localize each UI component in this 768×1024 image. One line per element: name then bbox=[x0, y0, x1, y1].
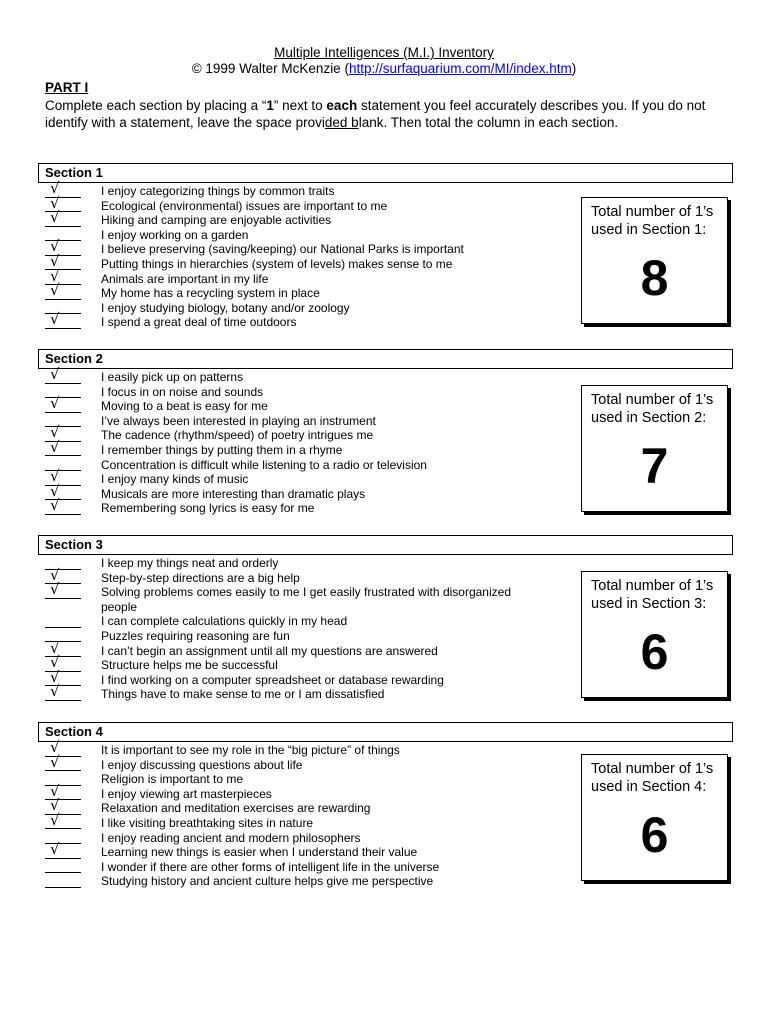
statement-text: Learning new things is easier when I understand their value bbox=[101, 845, 418, 860]
statement-row bbox=[38, 281, 578, 301]
statement-row bbox=[38, 682, 578, 702]
statement-text: I enjoy studying biology, botany and/or zoology bbox=[101, 300, 350, 315]
part-heading: PART I bbox=[45, 80, 89, 95]
checkmark-icon: √ bbox=[50, 810, 60, 829]
checkmark-icon: √ bbox=[50, 208, 60, 227]
statement-list bbox=[38, 365, 578, 516]
statement-row bbox=[38, 467, 578, 487]
section-1 bbox=[38, 163, 733, 330]
section-title: Section 2 bbox=[38, 349, 733, 369]
checkmark-icon: √ bbox=[50, 467, 60, 486]
statement-row bbox=[38, 580, 578, 614]
statement-text: Studying history and ancient culture helps give me perspective bbox=[101, 874, 434, 889]
section-title: Section 1 bbox=[38, 163, 733, 183]
statement-text: Putting things in hierarchies (system of levels) makes sense to me bbox=[101, 256, 453, 271]
statement-text: Moving to a beat is easy for me bbox=[101, 399, 268, 414]
statement-text: Puzzles requiring reasoning are fun bbox=[101, 628, 290, 643]
checkmark-icon: √ bbox=[50, 565, 60, 584]
section-total-box bbox=[581, 385, 728, 512]
statement-text: I easily pick up on patterns bbox=[101, 370, 244, 384]
statement-row bbox=[38, 208, 578, 228]
answer-blank[interactable] bbox=[45, 874, 81, 888]
source-link[interactable]: http://surfaquarium.com/MI/index.htm bbox=[348, 61, 572, 76]
statement-row bbox=[38, 565, 578, 586]
statement-row bbox=[38, 831, 578, 846]
statement-row bbox=[38, 266, 578, 287]
checkmark-icon: √ bbox=[50, 394, 60, 413]
statement-text: I find working on a computer spreadsheet or database rewarding bbox=[101, 672, 444, 687]
total-number: 6 bbox=[640, 807, 669, 863]
statement-row bbox=[38, 840, 578, 860]
checkmark-icon: √ bbox=[50, 251, 60, 270]
statement-row bbox=[38, 423, 578, 443]
statement-row bbox=[38, 653, 578, 673]
total-label: Total number of 1’s used in Section 1: bbox=[591, 204, 714, 238]
statement-row bbox=[38, 810, 578, 831]
statement-text: I’ve always been interested in playing an instrument bbox=[101, 413, 376, 428]
statement-text: Structure helps me be successful bbox=[101, 658, 278, 673]
statement-row bbox=[38, 667, 578, 688]
statement-row bbox=[38, 394, 578, 414]
checkmark-icon: √ bbox=[50, 266, 60, 285]
section-2 bbox=[38, 349, 733, 516]
statement-text: Animals are important in my life bbox=[101, 271, 269, 286]
statement-row bbox=[38, 179, 578, 199]
statement-text: The cadence (rhythm/speed) of poetry intrigues me bbox=[101, 428, 374, 443]
checkmark-icon: √ bbox=[50, 840, 60, 859]
statement-text: I remember things by putting them in a rhyme bbox=[101, 442, 343, 457]
total-label: Total number of 1’s used in Section 4: bbox=[591, 761, 714, 795]
statement-list bbox=[38, 556, 578, 702]
statement-row bbox=[38, 860, 578, 875]
statement-list bbox=[38, 738, 578, 889]
statement-row bbox=[38, 496, 578, 516]
statement-row bbox=[38, 251, 578, 272]
statement-text: Things have to make sense to me or I am dissatisfied bbox=[101, 687, 385, 702]
statement-text: I enjoy working on a garden bbox=[101, 227, 249, 242]
checkmark-icon: √ bbox=[50, 310, 60, 329]
statement-text: Musicals are more interesting than dramatic plays bbox=[101, 486, 366, 501]
checkmark-icon: √ bbox=[50, 193, 60, 212]
statement-row bbox=[38, 414, 578, 429]
checkmark-icon: √ bbox=[50, 781, 60, 800]
statement-row bbox=[38, 738, 578, 758]
statement-text: I keep my things neat and orderly bbox=[101, 556, 279, 570]
statement-text: I can complete calculations quickly in my head bbox=[101, 614, 348, 629]
statement-row bbox=[38, 228, 578, 243]
statement-text: Solving problems comes easily to me I get easily frustrated with disorganized people bbox=[101, 585, 511, 614]
statement-text: Step-by-step directions are a big help bbox=[101, 570, 300, 585]
statement-list bbox=[38, 179, 578, 330]
statement-text: Concentration is difficult while listening to a radio or television bbox=[101, 457, 427, 472]
statement-text: Hiking and camping are enjoyable activities bbox=[101, 213, 332, 228]
statement-text: I enjoy reading ancient and modern philosophers bbox=[101, 830, 361, 845]
statement-row bbox=[38, 481, 578, 502]
checkmark-icon: √ bbox=[50, 653, 60, 672]
checkmark-icon: √ bbox=[50, 667, 60, 686]
statement-row bbox=[38, 752, 578, 773]
statement-row bbox=[38, 193, 578, 214]
statement-row bbox=[38, 310, 578, 330]
checkmark-icon: √ bbox=[50, 738, 60, 756]
statement-text: My home has a recycling system in place bbox=[101, 286, 320, 301]
statement-text: Religion is important to me bbox=[101, 772, 244, 787]
statement-text: I wonder if there are other forms of intelligent life in the universe bbox=[101, 859, 440, 874]
statement-text: Relaxation and meditation exercises are rewarding bbox=[101, 801, 371, 816]
copyright-line: © 1999 Walter McKenzie (http://surfaquarium.com/MI/index.htm) bbox=[191, 61, 577, 76]
statement-row bbox=[38, 638, 578, 659]
checkmark-icon: √ bbox=[50, 237, 60, 256]
checkmark-icon: √ bbox=[50, 682, 60, 701]
statement-row bbox=[38, 437, 578, 458]
section-total-box bbox=[581, 754, 728, 881]
checkmark-icon: √ bbox=[50, 423, 60, 442]
statement-row bbox=[38, 301, 578, 316]
statement-text: I focus in on noise and sounds bbox=[101, 384, 264, 399]
statement-text: Remembering song lyrics is easy for me bbox=[101, 501, 315, 516]
section-3 bbox=[38, 535, 733, 702]
checkmark-icon: √ bbox=[50, 365, 60, 383]
statement-text: I enjoy discussing questions about life bbox=[101, 757, 303, 772]
statement-row bbox=[38, 237, 578, 257]
checkmark-icon: √ bbox=[50, 481, 60, 500]
statement-row bbox=[38, 629, 578, 644]
statement-text: I believe preserving (saving/keeping) our National Parks is important bbox=[101, 242, 464, 257]
total-number: 6 bbox=[640, 624, 669, 680]
statement-row bbox=[38, 365, 578, 385]
statement-text: I enjoy many kinds of music bbox=[101, 472, 249, 487]
total-label: Total number of 1’s used in Section 3: bbox=[591, 578, 714, 612]
statement-text: I like visiting breathtaking sites in nature bbox=[101, 815, 314, 830]
section-title: Section 3 bbox=[38, 535, 733, 555]
document-title: Multiple Intelligences (M.I.) Inventory bbox=[274, 45, 494, 60]
checkmark-icon: √ bbox=[50, 796, 60, 815]
checkmark-icon: √ bbox=[50, 638, 60, 657]
statement-row bbox=[38, 874, 578, 889]
statement-row bbox=[38, 614, 578, 629]
checkmark-icon: √ bbox=[50, 179, 60, 197]
statement-row bbox=[38, 772, 578, 787]
document-header bbox=[0, 45, 768, 77]
statement-row bbox=[38, 458, 578, 473]
answer-blank[interactable] bbox=[45, 860, 81, 874]
statement-row bbox=[38, 781, 578, 802]
total-label: Total number of 1’s used in Section 2: bbox=[591, 392, 714, 426]
checkmark-icon: √ bbox=[50, 752, 60, 771]
statement-row bbox=[38, 556, 578, 571]
section-4 bbox=[38, 722, 733, 889]
statement-row bbox=[38, 385, 578, 400]
section-total-box bbox=[581, 197, 728, 324]
answer-blank[interactable] bbox=[45, 614, 81, 628]
statement-text: Ecological (environmental) issues are important to me bbox=[101, 198, 388, 213]
section-title: Section 4 bbox=[38, 722, 733, 742]
statement-text: I spend a great deal of time outdoors bbox=[101, 315, 297, 330]
statement-text: I can’t begin an assignment until all my questions are answered bbox=[101, 643, 438, 658]
total-number: 7 bbox=[640, 438, 669, 494]
checkmark-icon: √ bbox=[50, 580, 60, 599]
statement-text: I enjoy categorizing things by common traits bbox=[101, 184, 335, 198]
statement-text: It is important to see my role in the “big picture” of things bbox=[101, 743, 400, 757]
instructions: Complete each section by placing a “1” next to each statement you feel accurately describes you. If you do not identify with a statement, leave the space provided blank. Then total the column in each section. bbox=[45, 98, 706, 130]
statement-text: I enjoy viewing art masterpieces bbox=[101, 786, 272, 801]
checkmark-icon: √ bbox=[50, 437, 60, 456]
checkmark-icon: √ bbox=[50, 281, 60, 300]
section-total-box bbox=[581, 571, 728, 698]
checkmark-icon: √ bbox=[50, 496, 60, 515]
total-number: 8 bbox=[640, 250, 669, 306]
statement-row bbox=[38, 796, 578, 816]
